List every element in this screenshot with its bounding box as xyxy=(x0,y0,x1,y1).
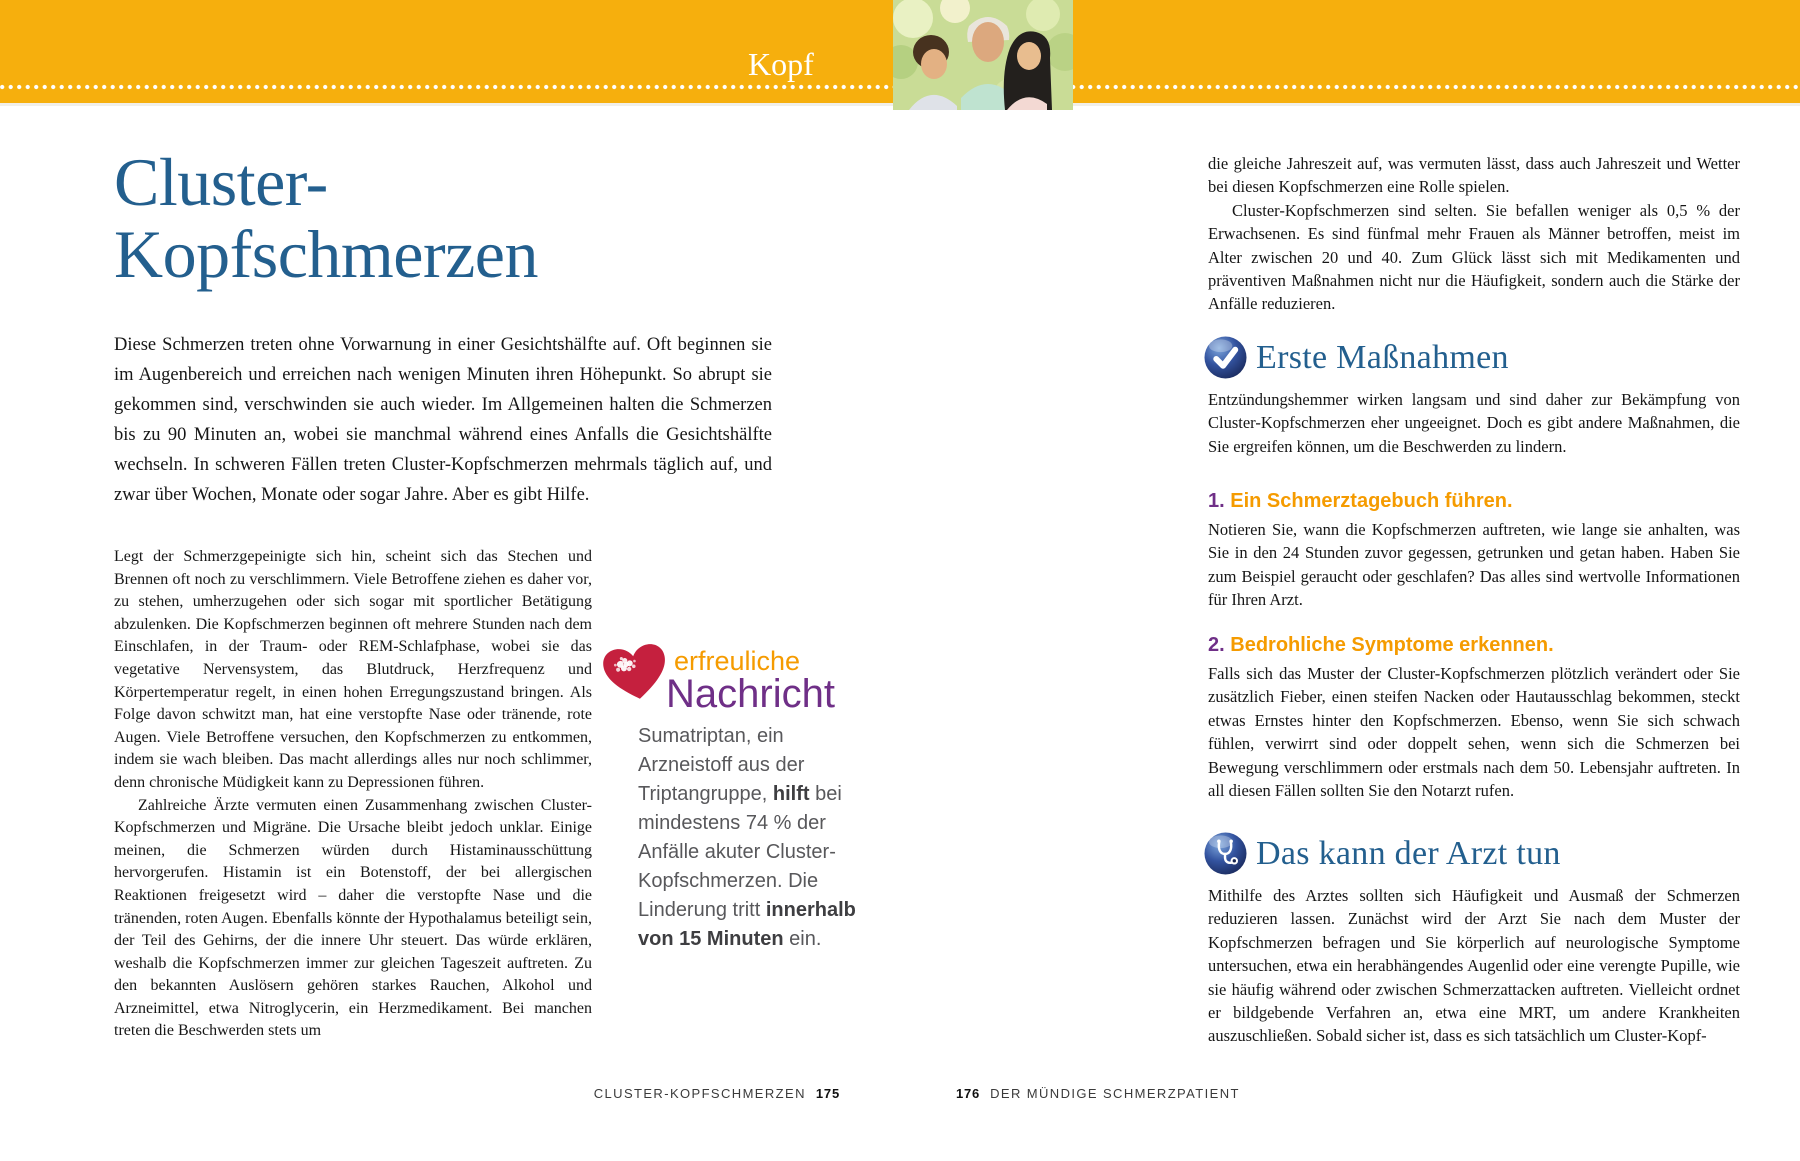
sidebar-text-bold: hilft xyxy=(772,783,810,805)
footer-right xyxy=(956,1086,1240,1101)
section-heading-first-measures xyxy=(1204,336,1509,379)
intro-paragraph: Diese Schmerzen treten ohne Vorwarnung in einer Gesichtshälfte auf. Oft beginnen sie im Augenbereich und erreichen nach wenigen Minuten ihren Höhepunkt. So abrupt sie gekommen sind, verschwinden sie auch wieder. Im Allgemeinen halten die Schmerzen bis zu 90 Minuten an, wobei sie manchmal während eines Anfalls die Gesichtshälfte wechseln. In schweren Fällen treten Cluster-Kopfschmerzen mehrmals täglich auf, und zwar über Wochen, Monate oder sogar Jahre. Aber es gibt Hilfe. xyxy=(114,335,772,505)
item-2-label: Bedrohliche Symptome erkennen. xyxy=(1230,634,1554,656)
footer-left xyxy=(540,1086,840,1101)
sidebar-kicker: erfreuliche xyxy=(674,646,801,676)
numbered-item-1-title xyxy=(1208,490,1513,513)
item-2-number: 2. xyxy=(1208,634,1225,656)
page-title xyxy=(114,146,538,290)
section-title: Erste Maßnahmen xyxy=(1256,338,1509,376)
item-2-text: Falls sich das Muster der Cluster-Kopfschmerzen plötzlich verändert oder Sie zusätzlich Fieber, einen steifen Nacken oder Hautausschlag bekommen, steckt etwas Ernstes hinter den Kopfschmerzen. Ebenso, wenn Sie sich schwach fühlen, verwirrt sind oder doppelt sehen, wenn sich die Schmerzen bei Bewegung verschlimmern oder erstmals nach dem 50. Lebensjahr auftreten. In all diesen Fällen sollten Sie den Notarzt rufen. xyxy=(1208,664,1740,801)
heart-icon xyxy=(600,644,672,704)
body-paragraph-2: Zahlreiche Ärzte vermuten einen Zusammenhang zwischen Cluster-Kopfschmerzen und Migräne. Die Ursache bleibt jedoch unklar. Einige meinen, die Schmerzen würden durch Histaminausschüttung hervorgerufen. Histamin ist ein Botenstoff, der bei allergischen Reaktionen freigesetzt wird – daher die verstopfte Nase und die tränenden, roten Augen. Ebenfalls könnte der Hypothalamus beteiligt sein, der Teil des Gehirns, der die innere Uhr steuert. Das würde erklären, weshalb die Kopfschmerzen immer zur gleichen Tageszeit auftreten. Zu den bekannten Auslösern gehören starkes Rauchen, Alkohol und Arzneimittel, etwa Nitroglycerin, ein Herzmedikament. Bei manchen treten die Beschwerden stets um xyxy=(114,796,592,1040)
footer-left-page-number: 175 xyxy=(815,1086,840,1101)
page-title-line2: Kopfschmerzen xyxy=(114,216,538,292)
sidebar-text-segment: Sumatriptan, ein Arzneistoff aus der Triptangruppe, xyxy=(638,725,805,805)
chapter-label: Kopf xyxy=(748,46,814,82)
stethoscope-badge-icon xyxy=(1204,832,1247,875)
page-title-line1: Cluster- xyxy=(114,144,328,220)
section-1-intro: Entzündungshemmer wirken langsam und sind daher zur Bekämpfung von Cluster-Kopfschmerzen eher ungeeignet. Doch es gibt andere Maßnahmen, die Sie ergreifen können, um die Beschwerden zu lindern. xyxy=(1208,390,1740,456)
section-heading-doctor xyxy=(1204,832,1561,875)
sidebar-text-bold: innerhalb von 15 Minuten xyxy=(638,899,856,950)
footer-left-label: CLUSTER-KOPFSCHMERZEN xyxy=(593,1086,806,1101)
body-column-right-top xyxy=(1208,152,1740,316)
item-1-number: 1. xyxy=(1208,490,1225,512)
checkmark-badge-icon xyxy=(1204,336,1247,379)
footer-right-label: DER MÜNDIGE SCHMERZPATIENT xyxy=(990,1086,1240,1101)
section-2-text: Mithilfe des Arztes sollten sich Häufigkeit und Ausmaß der Schmerzen reduzieren lassen. Zunächst wird der Arzt Sie nach dem Muster der Kopfschmerzen befragen und Sie körperlich auf neurologische Symptome untersuchen, etwa ein herabhängendes Augenlid oder eine verengte Pupille, wie sie häufig während oder zwischen Schmerzattacken auftreten. Vielleicht ordnet er bildgebende Verfahren an, etwa eine MRT, um andere Krankheiten auszuschließen. Sobald sicher ist, dass es sich tatsächlich um Cluster-Kopf- xyxy=(1208,886,1740,1046)
continuation-paragraph-1: die gleiche Jahreszeit auf, was vermuten lässt, dass auch Jahreszeit und Wetter bei diesen Kopfschmerzen eine Rolle spielen. xyxy=(1208,154,1740,197)
continuation-paragraph-2: Cluster-Kopfschmerzen sind selten. Sie befallen weniger als 0,5 % der Erwachsenen. Es sind fünfmal mehr Frauen als Männer betroffen, meist im Alter zwischen 20 und 40. Zum Glück lässt sich mit Medikamenten und präventiven Maßnahmen nicht nur die Häufigkeit, sondern auch die Stärke der Anfälle reduzieren. xyxy=(1208,200,1740,314)
family-photo xyxy=(893,0,1073,110)
sidebar-title: Nachricht xyxy=(666,672,835,716)
sidebar-text-segment: ein. xyxy=(783,928,822,950)
sidebar-text xyxy=(638,722,860,954)
body-paragraph-1: Legt der Schmerzgepeinigte sich hin, scheint sich das Stechen und Brennen oft noch zu verschlimmern. Viele Betroffene ziehen es daher vor, zu stehen, umherzugehen oder sich sogar mit sportlicher Betätigung abzulenken. Die Kopfschmerzen beginnen oft mehrere Stunden nach dem Einschlafen, in der Traum- oder REM-Schlafphase, wobei sie das vegetative Nervensystem, das Blutdruck, Herzfrequenz und Körpertemperatur regelt, in einen hohen Erregungszustand bringen. Als Folge davon schwitzt man, hat eine verstopfte Nase oder tränende, rote Augen. Viele Betroffene versuchen, den Kopfschmerzen zu entkommen, indem sie wach bleiben. Das macht allerdings alles nur noch schlimmer, denn chronische Müdigkeit kann zu Depressionen führen. xyxy=(114,548,592,791)
footer-right-page-number: 176 xyxy=(956,1086,981,1101)
section-title: Das kann der Arzt tun xyxy=(1256,834,1561,872)
sidebar-text-segment: bei mindestens 74 % der Anfälle akuter Cluster-Kopfschmerzen. Die Linderung tritt xyxy=(638,783,842,921)
item-1-text: Notieren Sie, wann die Kopfschmerzen auftreten, wie lange sie anhalten, was Sie in den 24 Stunden zuvor gegessen, getrunken und getan haben. Haben Sie zum Beispiel geraucht oder geschlafen? Das alles sind wertvolle Informationen für Ihren Arzt. xyxy=(1208,520,1740,610)
body-column-left xyxy=(114,546,592,1043)
numbered-item-2-title xyxy=(1208,634,1554,657)
item-1-label: Ein Schmerztagebuch führen. xyxy=(1230,490,1513,512)
